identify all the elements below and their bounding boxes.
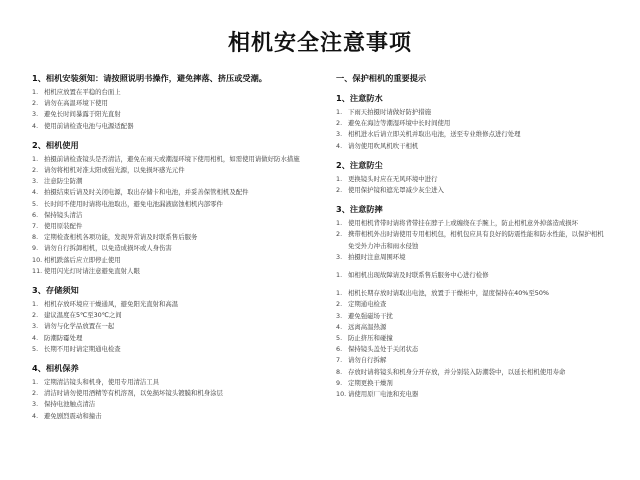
list-item	[336, 355, 608, 366]
list-item-text: 使用原装配件	[44, 222, 83, 231]
section	[336, 203, 608, 263]
list-item-number: 3.	[32, 177, 39, 186]
list-item	[32, 232, 304, 243]
right-column	[336, 72, 608, 407]
section-heading: 3、存储须知	[32, 285, 79, 296]
list-item-text: 请勿与化学品放置在一起	[44, 322, 115, 331]
list-item-number: 2.	[32, 166, 39, 175]
list-item-text: 请勿使用吹风机吹干相机	[348, 141, 419, 150]
list-item-number: 10.	[336, 390, 347, 399]
list-item-number: 3.	[336, 130, 343, 139]
list-item-text: 如相机出现故障请及时联系售后服务中心进行检修	[348, 271, 489, 280]
list-item-text: 长期不用时请定期通电检查	[44, 344, 121, 353]
list-item-number: 5.	[32, 344, 39, 353]
list-item-text: 使用闪光灯时请注意避免直射人眼	[44, 266, 140, 275]
section-heading: 4、相机保养	[32, 363, 79, 374]
section-heading: 1、相机安装须知：请按照说明书操作，避免摔落、挤压或受潮。	[32, 73, 267, 83]
list-item-text: 定期清洁镜头和机身，使用专用清洁工具	[44, 378, 160, 387]
list-item-text: 使用前请检查电池与电源适配器	[44, 121, 134, 130]
list-item-number: 1.	[32, 300, 39, 309]
list-item-number: 3.	[336, 311, 343, 320]
list-item-text: 相机跌落后应立即停止使用	[44, 255, 121, 264]
list-item-text: 建议温度在5℃至30℃之间	[44, 311, 122, 320]
list-item-text: 定期检查相机各项功能，发现异常请及时联系售后服务	[44, 233, 198, 242]
list-item-text: 定期更换干燥剂	[348, 378, 393, 387]
list-item-number: 6.	[32, 210, 39, 219]
list-item	[32, 377, 304, 388]
list-item-text: 相机存放环境应干燥通风，避免阳光直射和高温	[44, 300, 179, 309]
list-item-text: 存放时请将镜头和机身分开存放，并分别装入防潮袋中，以延长相机使用寿命	[348, 367, 566, 376]
section	[336, 72, 608, 85]
list-item-text: 避免在海边等潮湿环境中长时间使用	[348, 119, 451, 128]
section	[32, 139, 304, 277]
list-item-number: 4.	[336, 322, 343, 331]
list-item-text: 携带相机外出时请使用专用相机包，相机包应具有良好的防震性能和防水性能，以保护相机免受外力冲击和雨水侵蚀	[348, 230, 604, 250]
list-item-number: 1.	[336, 271, 343, 280]
left-column	[32, 72, 304, 429]
section-heading: 3、注意防摔	[336, 204, 383, 215]
list-item	[32, 98, 304, 109]
list-item-text: 保持镜头盖处于关闭状态	[348, 345, 419, 354]
list-item-text: 避免剧烈震动和撞击	[44, 411, 102, 420]
list-item-text: 定期通电检查	[348, 300, 387, 309]
list-item-number: 11.	[32, 266, 43, 275]
list-item-text: 更换镜头时应在无风环境中进行	[348, 174, 438, 183]
list-item	[32, 165, 304, 176]
list-item	[32, 344, 304, 355]
list-item	[336, 118, 608, 129]
list-item-text: 请勿自行拆卸相机，以免造成损坏或人身伤害	[44, 244, 172, 253]
section	[32, 72, 304, 132]
list-item	[32, 221, 304, 232]
section	[336, 288, 608, 400]
list-item	[336, 322, 608, 333]
section	[336, 159, 608, 196]
list-item	[336, 389, 608, 400]
list-item-number: 2.	[336, 300, 343, 309]
list-item	[336, 333, 608, 344]
list-item-number: 1.	[336, 289, 343, 298]
list-item-number: 2.	[336, 119, 343, 128]
list-item-text: 防潮防霉处理	[44, 333, 83, 342]
list-item	[32, 121, 304, 132]
list-item	[336, 344, 608, 355]
list-item-number: 3.	[32, 322, 39, 331]
list-item-text: 保持电池触点清洁	[44, 400, 96, 409]
list-item	[32, 255, 304, 266]
list-item-number: 1.	[32, 378, 39, 387]
list-item-number: 9.	[32, 244, 39, 253]
list-item-number: 7.	[32, 222, 39, 231]
list-item	[32, 266, 304, 277]
section	[32, 362, 304, 422]
list-item-text: 防止挤压和碰撞	[348, 334, 393, 343]
list-item-number: 5.	[336, 334, 343, 343]
list-item-number: 2.	[336, 230, 343, 239]
list-item	[32, 310, 304, 321]
list-item-number: 10.	[32, 255, 43, 264]
list-item-number: 2.	[32, 389, 39, 398]
list-item	[336, 378, 608, 389]
list-item	[32, 399, 304, 410]
list-item-text: 相机应放置在平稳的台面上	[44, 88, 121, 96]
list-item-text: 请勿将相机对准太阳或强光源，以免损坏感光元件	[44, 166, 185, 175]
list-item	[32, 243, 304, 254]
list-item-text: 请使用原厂电池和充电器	[348, 390, 419, 399]
section-heading: 1、注意防水	[336, 93, 383, 103]
list-item	[336, 129, 608, 140]
list-item	[336, 299, 608, 310]
list-item	[32, 333, 304, 344]
list-item-number: 2.	[336, 186, 343, 195]
list-item	[32, 321, 304, 332]
list-item-number: 1.	[336, 174, 343, 183]
list-item	[336, 107, 608, 118]
list-item-number: 5.	[32, 199, 39, 208]
list-item-number: 1.	[336, 108, 343, 116]
list-item	[336, 185, 608, 196]
list-item-number: 4.	[32, 188, 39, 197]
list-item	[32, 388, 304, 399]
list-item-number: 2.	[32, 311, 39, 320]
list-item-text: 请勿在高温环境下使用	[44, 99, 108, 108]
list-item	[336, 367, 608, 378]
list-item	[32, 154, 304, 165]
list-item	[336, 311, 608, 322]
list-item-text: 相机长期存放时请取出电池，放置于干燥柜中，湿度保持在40%至50%	[348, 289, 549, 298]
list-item	[336, 252, 608, 263]
list-item-text: 注意防尘防潮	[44, 177, 83, 186]
list-item-text: 长时间不使用时请将电池取出，避免电池漏液腐蚀相机内部零件	[44, 199, 223, 208]
list-item-text: 远离高温热源	[348, 322, 387, 331]
section-heading: 2、注意防尘	[336, 159, 383, 170]
section	[336, 270, 608, 281]
list-item-number: 8.	[32, 233, 39, 242]
list-item-text: 避免长时间暴露于阳光直射	[44, 110, 121, 119]
section	[32, 284, 304, 355]
list-item	[336, 141, 608, 152]
page-title: 相机安全注意事项	[227, 31, 412, 56]
list-item	[32, 109, 304, 120]
list-item	[336, 288, 608, 299]
list-item-number: 1.	[336, 219, 343, 228]
section-heading: 2、相机使用	[32, 139, 79, 150]
list-item	[32, 199, 304, 210]
list-item-number: 4.	[32, 333, 39, 342]
list-item-number: 4.	[32, 121, 39, 130]
list-item-text: 下雨天拍摄时请做好防护措施	[348, 108, 432, 116]
list-item	[336, 218, 608, 229]
list-item	[32, 411, 304, 422]
list-item	[336, 174, 608, 185]
list-item-number: 3.	[336, 252, 343, 261]
section	[336, 92, 608, 152]
list-item-text: 拍摄结束后请及时关闭电源，取出存储卡和电池，并妥善保管相机及配件	[44, 188, 249, 197]
list-item-text: 使用保护镜和遮光罩减少灰尘进入	[348, 186, 444, 195]
list-item-number: 4.	[336, 141, 343, 150]
list-item-text: 相机进水后请立即关机并取出电池，送至专业维修点进行处理	[348, 130, 521, 139]
list-item-number: 3.	[32, 400, 39, 409]
list-item-text: 避免强磁场干扰	[348, 311, 393, 320]
list-item-number: 6.	[336, 345, 343, 354]
list-item-text: 拍摄前请检查镜头是否清洁，避免在雨天或潮湿环境下使用相机，如需使用请做好防水措施	[44, 154, 300, 163]
list-item	[32, 176, 304, 187]
list-item	[336, 229, 608, 251]
list-item-number: 4.	[32, 411, 39, 420]
list-item	[336, 270, 608, 281]
list-item-number: 9.	[336, 378, 343, 387]
list-item-number: 2.	[32, 99, 39, 108]
list-item-text: 清洁时请勿使用酒精等有机溶剂，以免损坏镜头镀膜和机身涂层	[44, 389, 223, 398]
list-item-number: 3.	[32, 110, 39, 119]
list-item	[32, 87, 304, 98]
list-item-number: 1.	[32, 88, 39, 96]
list-item	[32, 187, 304, 198]
list-item-text: 保持镜头清洁	[44, 210, 83, 219]
list-item	[32, 299, 304, 310]
section-heading: 一、保护相机的重要提示	[336, 73, 427, 83]
list-item-text: 使用相机背带时请将背带挂在脖子上或缠绕在手腕上，防止相机意外掉落造成损坏	[348, 219, 579, 228]
list-item-text: 拍摄时注意周围环境	[348, 252, 406, 261]
list-item-text: 请勿自行拆解	[348, 356, 387, 365]
list-item-number: 8.	[336, 367, 343, 376]
list-item-number: 1.	[32, 154, 39, 163]
list-item	[32, 210, 304, 221]
list-item-number: 7.	[336, 356, 343, 365]
